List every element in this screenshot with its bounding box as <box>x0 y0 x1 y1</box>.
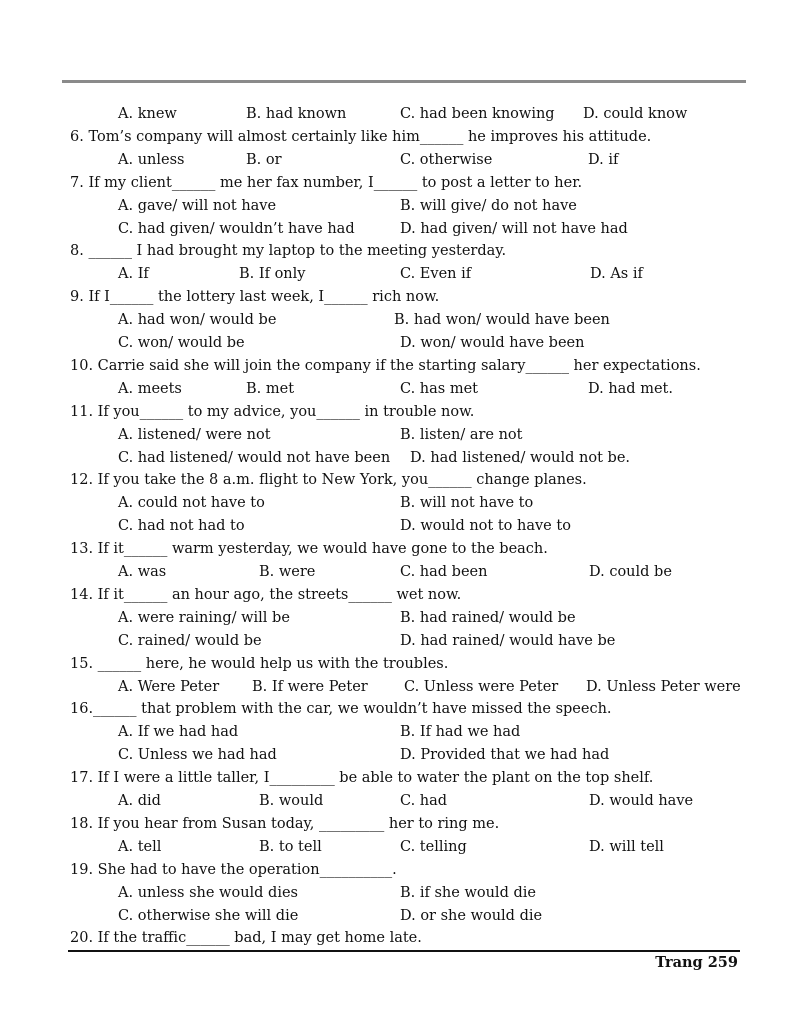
answer-option: C. rained/ would be <box>118 632 262 649</box>
question-text: 19. She had to have the operation__________. <box>70 861 397 878</box>
answer-option: B. to tell <box>259 838 322 855</box>
question-text: 16.______ that problem with the car, we wouldn’t have missed the speech. <box>70 701 612 718</box>
answer-option: C. had given/ wouldn’t have had <box>118 220 355 237</box>
answer-option: A. was <box>118 564 167 580</box>
answer-option: C. otherwise she will die <box>118 907 299 924</box>
answer-option: C. Unless were Peter <box>404 678 559 695</box>
answer-option: B. had won/ would have been <box>394 312 610 329</box>
question-text: 6. Tom’s company will almost certainly like him______ he improves his attitude. <box>70 128 652 145</box>
answer-option: A. listened/ were not <box>118 426 271 443</box>
question-text: 12. If you take the 8 a.m. flight to New York, you______ change planes. <box>70 472 587 489</box>
answer-option: C. had been knowing <box>400 106 555 122</box>
answer-option: A. gave/ will not have <box>118 197 277 214</box>
answer-option: C. Unless we had had <box>118 747 277 764</box>
answer-option: C. had not had to <box>118 518 245 535</box>
answer-option: D. As if <box>590 266 643 283</box>
answer-option: D. Provided that we had had <box>400 747 610 764</box>
answer-option: A. knew <box>118 106 177 122</box>
answer-option: C. has met <box>400 380 478 397</box>
answer-option: D. would not to have to <box>400 518 571 535</box>
answer-option: D. could be <box>589 564 672 580</box>
question-text: 15. ______ here, he would help us with the troubles. <box>70 655 449 672</box>
answer-option: B. If were Peter <box>252 678 368 695</box>
answer-option: D. or she would die <box>400 907 543 924</box>
answer-option: C. had been <box>400 564 488 580</box>
answer-option: A. did <box>118 793 161 809</box>
answer-option: B. would <box>259 793 324 809</box>
answer-option: A. were raining/ will be <box>118 609 290 626</box>
answer-option: C. had <box>400 793 448 809</box>
answer-option: A. If we had had <box>118 724 239 741</box>
answer-option: A. had won/ would be <box>118 312 277 329</box>
answer-option: C. won/ would be <box>118 335 245 351</box>
answer-option: B. met <box>246 380 295 397</box>
answer-option: A. Were Peter <box>118 678 220 695</box>
answer-option: D. had given/ will not have had <box>400 220 628 237</box>
top-rule <box>62 80 746 83</box>
question-text: 18. If you hear from Susan today, _________ her to ring me. <box>70 815 500 832</box>
answer-option: B. had known <box>246 106 347 122</box>
answer-option: B. had rained/ would be <box>400 609 576 626</box>
answer-option: D. had rained/ would have be <box>400 632 616 649</box>
answer-option: C. otherwise <box>400 151 493 168</box>
answer-option: D. won/ would have been <box>400 335 585 351</box>
answer-option: A. If <box>118 266 149 283</box>
answer-option: A. could not have to <box>118 495 265 512</box>
answer-option: D. if <box>588 151 619 168</box>
answer-option: C. Even if <box>400 266 472 283</box>
page-number: Trang 259 <box>655 954 738 971</box>
answer-option: A. unless she would dies <box>118 884 298 901</box>
bottom-rule <box>68 950 740 952</box>
question-text: 7. If my client______ me her fax number, I______ to post a letter to her. <box>70 174 583 191</box>
answer-option: C. telling <box>400 838 467 855</box>
answer-option: B. will not have to <box>400 495 534 512</box>
question-text: 14. If it______ an hour ago, the streets______ wet now. <box>70 586 462 603</box>
answer-option: D. could know <box>583 106 688 122</box>
answer-option: B. were <box>259 564 316 580</box>
answer-option: B. If only <box>239 266 306 283</box>
question-text: 17. If I were a little taller, I_________ be able to water the plant on the top shelf. <box>70 770 654 787</box>
answer-option: D. had met. <box>588 380 673 397</box>
answer-option: D. had listened/ would not be. <box>410 449 631 466</box>
answer-option: B. listen/ are not <box>400 426 523 443</box>
answer-option: D. would have <box>589 793 694 809</box>
answer-option: D. Unless Peter were <box>586 678 741 695</box>
answer-option: B. or <box>246 151 282 168</box>
answer-option: A. tell <box>118 838 162 855</box>
answer-option: B. if she would die <box>400 884 536 901</box>
question-text: 8. ______ I had brought my laptop to the meeting yesterday. <box>70 243 507 260</box>
question-text: 20. If the traffic______ bad, I may get home late. <box>70 930 422 947</box>
answer-option: A. unless <box>118 151 185 168</box>
question-text: 10. Carrie said she will join the company if the starting salary______ her expectations. <box>70 357 701 374</box>
answer-option: A. meets <box>118 380 182 397</box>
question-text: 13. If it______ warm yesterday, we would have gone to the beach. <box>70 541 548 558</box>
question-text: 11. If you______ to my advice, you______ in trouble now. <box>70 403 475 420</box>
answer-option: B. If had we had <box>400 724 521 741</box>
answer-option: B. will give/ do not have <box>400 197 577 214</box>
answer-option: C. had listened/ would not have been <box>118 449 391 466</box>
question-text: 9. If I______ the lottery last week, I______ rich now. <box>70 289 440 306</box>
answer-option: D. will tell <box>589 838 664 855</box>
